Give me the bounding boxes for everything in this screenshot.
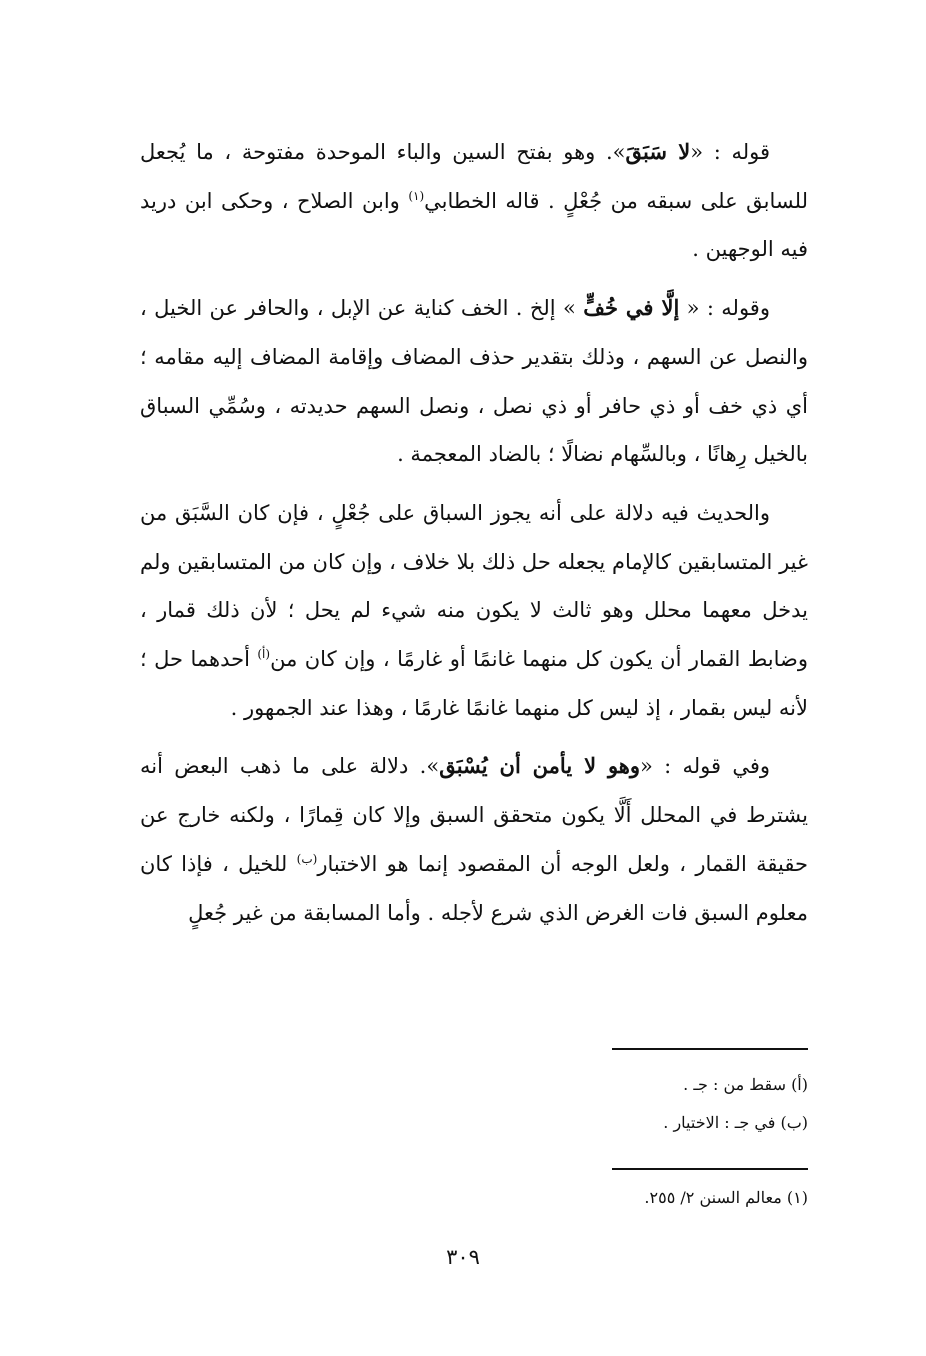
hadith-quote: إلَّا في خُفٍّ	[583, 295, 680, 321]
text-run: وقوله : «	[679, 296, 770, 321]
text-run: ». دلالة على ما ذهب البعض أنه يشترط في المحلل أَلَّا يكون متحقق السبق وإلا كان قِمارًا ، ولكنه خارج عن حقيقة القمار ، ولعل الوجه أن المقصود إنما هو الاختبار	[140, 754, 808, 876]
main-text	[140, 128, 808, 947]
source-note: (١) معالم السنن ٢/ ٢٥٥.	[644, 1188, 808, 1207]
hadith-quote: لا سَبَقَ	[625, 139, 691, 164]
variant-note: (ب) في جـ : الاختيار .	[663, 1113, 808, 1132]
footnote-marker: (١)	[408, 188, 425, 203]
hadith-quote: وهو لا يأمن أن يُسْبَق	[439, 753, 641, 779]
variant-marker: (أ)	[257, 647, 271, 662]
footnote-divider	[612, 1168, 808, 1170]
footnote-divider	[612, 1048, 808, 1050]
text-run: أحدهما حل ؛ لأنه ليس بقمار ، إذ ليس كل منهما غانمًا غارمًا ، وهذا عند الجمهور .	[140, 647, 808, 720]
variant-note: (أ) سقط من : جـ .	[683, 1075, 808, 1094]
text-run: للخيل ، فإذا كان معلوم السبق فات الغرض الذي شرع لأجله . وأما المسابقة من غير جُعلٍ	[140, 851, 808, 925]
variant-marker: (ب)	[296, 851, 318, 866]
page-number: ٣٠٩	[446, 1245, 480, 1269]
text-run: » إلخ . الخف كناية عن الإبل ، والحافر عن الخيل ، والنصل عن السهم ، وذلك بتقدير حذف المضاف وإقامة المضاف إليه مقامه ؛ أي ذي خف أو ذي حافر أو ذي نصل ، ونصل السهم حديدته ، وسُمِّي السباق بالخيل رِهانًا ، وبالسِّهام نضالًا ؛ بالضاد المعجمة .	[140, 296, 808, 467]
text-run: وفي قوله : «	[640, 754, 770, 779]
paragraph	[140, 742, 808, 937]
paragraph	[140, 128, 808, 274]
text-run: قوله : «	[690, 140, 770, 164]
text-run: والحديث فيه دلالة على أنه يجوز السباق على جُعْلٍ ، فإن كان السَّبَق من غير المتسابقين كالإمام يجعله حل ذلك بلا خلاف ، وإن كان من المتسابقين ولم يدخل معهما محلل وهو ثالث لا يكون منه شيء لم يحل ؛ لأن ذلك قمار ، وضابط القمار أن يكون كل منهما غانمًا أو غارمًا ، وإن كان من	[140, 500, 808, 672]
text-run: ». وهو بفتح السين والباء الموحدة مفتوحة ، ما يُجعل للسابق على سبقه من جُعْلٍ . قاله الخطابي	[140, 140, 808, 213]
text-run: وابن الصلاح ، وحكى ابن دريد فيه الوجهين .	[140, 188, 808, 262]
paragraph	[140, 284, 808, 479]
paragraph	[140, 489, 808, 733]
